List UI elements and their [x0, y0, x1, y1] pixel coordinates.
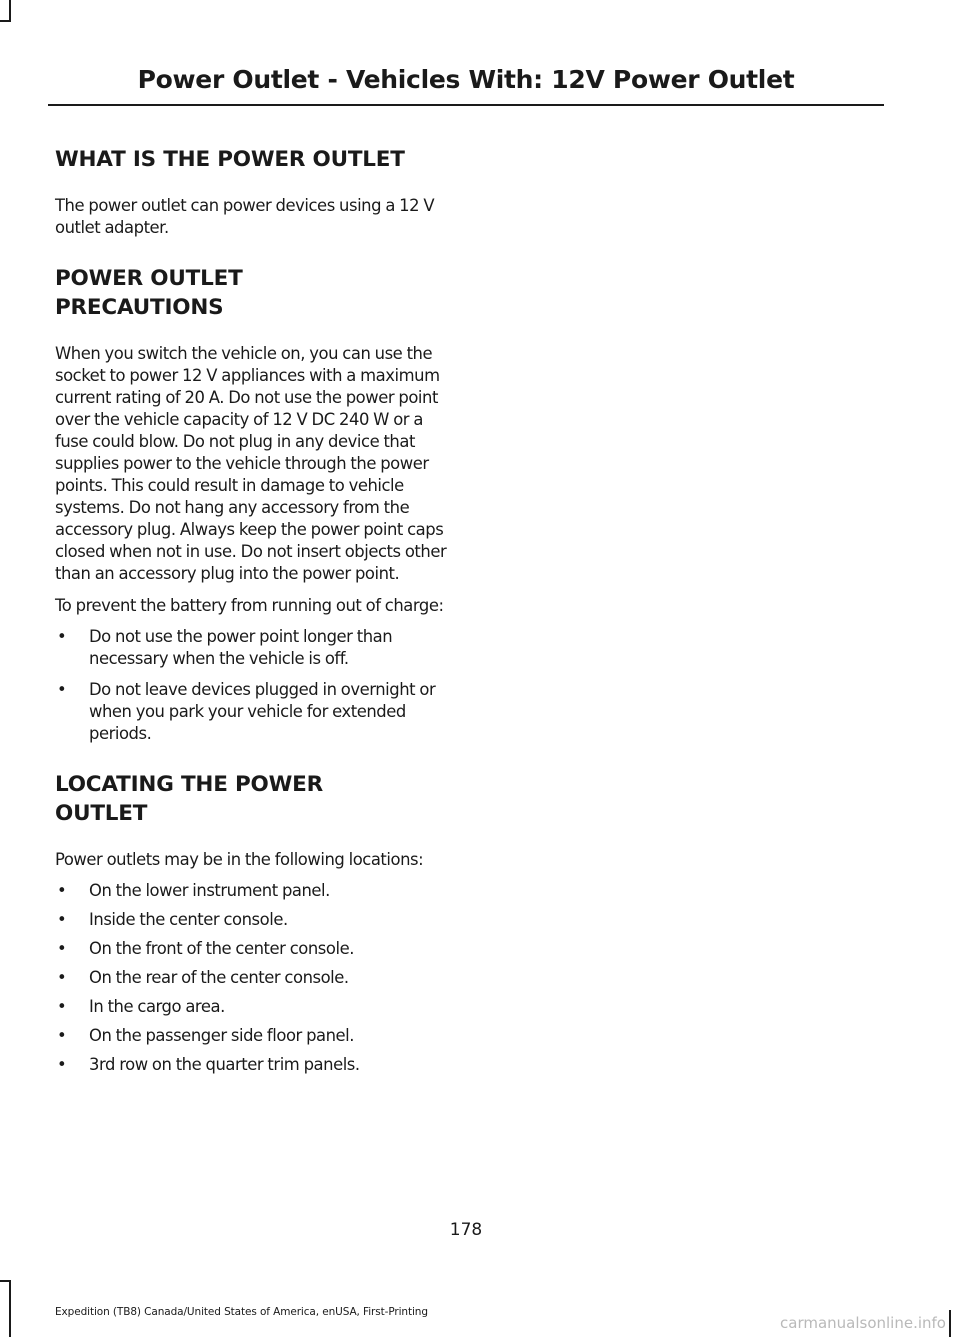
bullet-glyph: • [57, 997, 67, 1016]
list-item [55, 1054, 450, 1076]
list-item [55, 626, 450, 670]
list-item-text: Inside the center console. [89, 910, 288, 929]
paragraph-precautions: When you switch the vehicle on, you can use the socket to power 12 V appliances with a maximum current rating of 20 A. Do not use the power point over the vehicle capacity of 12 V DC 240 W or a fuse could blow. Do not plug in any device that supplies power to the vehicle through the power points. This could result in damage to vehicle systems. Do not hang any accessory from the accessory plug. Always keep the power point caps closed when not in use. Do not insert objects other than an accessory plug into the power point. [55, 344, 447, 583]
crop-mark-bottom-left-h [0, 1280, 11, 1282]
bullet-glyph: • [57, 939, 67, 958]
list-item [55, 938, 450, 960]
header-rule [48, 104, 884, 106]
page-number: 178 [449, 1220, 483, 1240]
crop-mark-top-left-h [0, 20, 11, 22]
bullet-glyph: • [57, 910, 67, 929]
bullet-glyph: • [57, 881, 67, 900]
list-item [55, 880, 450, 902]
list-item-text: In the cargo area. [89, 997, 225, 1016]
list-item-text: Do not leave devices plugged in overnight or when you park your vehicle for extended periods. [89, 680, 436, 743]
footer-edition-info: Expedition (TB8) Canada/United States of America, enUSA, First-Printing [55, 1306, 428, 1318]
heading-precautions-line1: POWER OUTLET [55, 266, 243, 291]
list-item [55, 1025, 450, 1047]
heading-what-is: WHAT IS THE POWER OUTLET [55, 147, 405, 172]
bullet-glyph: • [57, 1026, 67, 1045]
list-item-text: On the lower instrument panel. [89, 881, 330, 900]
bullet-glyph: • [57, 627, 67, 646]
paragraph-battery: To prevent the battery from running out of charge: [55, 596, 444, 615]
watermark: carmanualsonline.info [780, 1314, 946, 1332]
main-column [55, 145, 450, 1076]
list-item-text: 3rd row on the quarter trim panels. [89, 1055, 360, 1074]
list-item [55, 909, 450, 931]
paragraph-locating: Power outlets may be in the following locations: [55, 850, 424, 869]
list-item-text: On the front of the center console. [89, 939, 354, 958]
heading-locating-line1: LOCATING THE POWER [55, 772, 323, 797]
locations-bullet-list [55, 880, 450, 1076]
bullet-glyph: • [57, 680, 67, 699]
paragraph-what-is: The power outlet can power devices using a 12 V outlet adapter. [55, 196, 435, 237]
list-item [55, 967, 450, 989]
crop-mark-bottom-right-v [949, 1310, 951, 1337]
list-item [55, 996, 450, 1018]
heading-locating-line2: OUTLET [55, 801, 148, 826]
heading-locating [55, 770, 450, 828]
page-header-title: Power Outlet - Vehicles With: 12V Power Outlet [137, 65, 795, 94]
crop-mark-top-left-v [9, 0, 11, 22]
list-item [55, 679, 450, 745]
crop-mark-bottom-left-v [9, 1280, 11, 1337]
heading-precautions [55, 264, 450, 322]
heading-precautions-line2: PRECAUTIONS [55, 295, 224, 320]
bullet-glyph: • [57, 968, 67, 987]
bullet-glyph: • [57, 1055, 67, 1074]
list-item-text: Do not use the power point longer than necessary when the vehicle is off. [89, 627, 393, 668]
list-item-text: On the rear of the center console. [89, 968, 349, 987]
list-item-text: On the passenger side floor panel. [89, 1026, 355, 1045]
battery-bullet-list [55, 626, 450, 745]
